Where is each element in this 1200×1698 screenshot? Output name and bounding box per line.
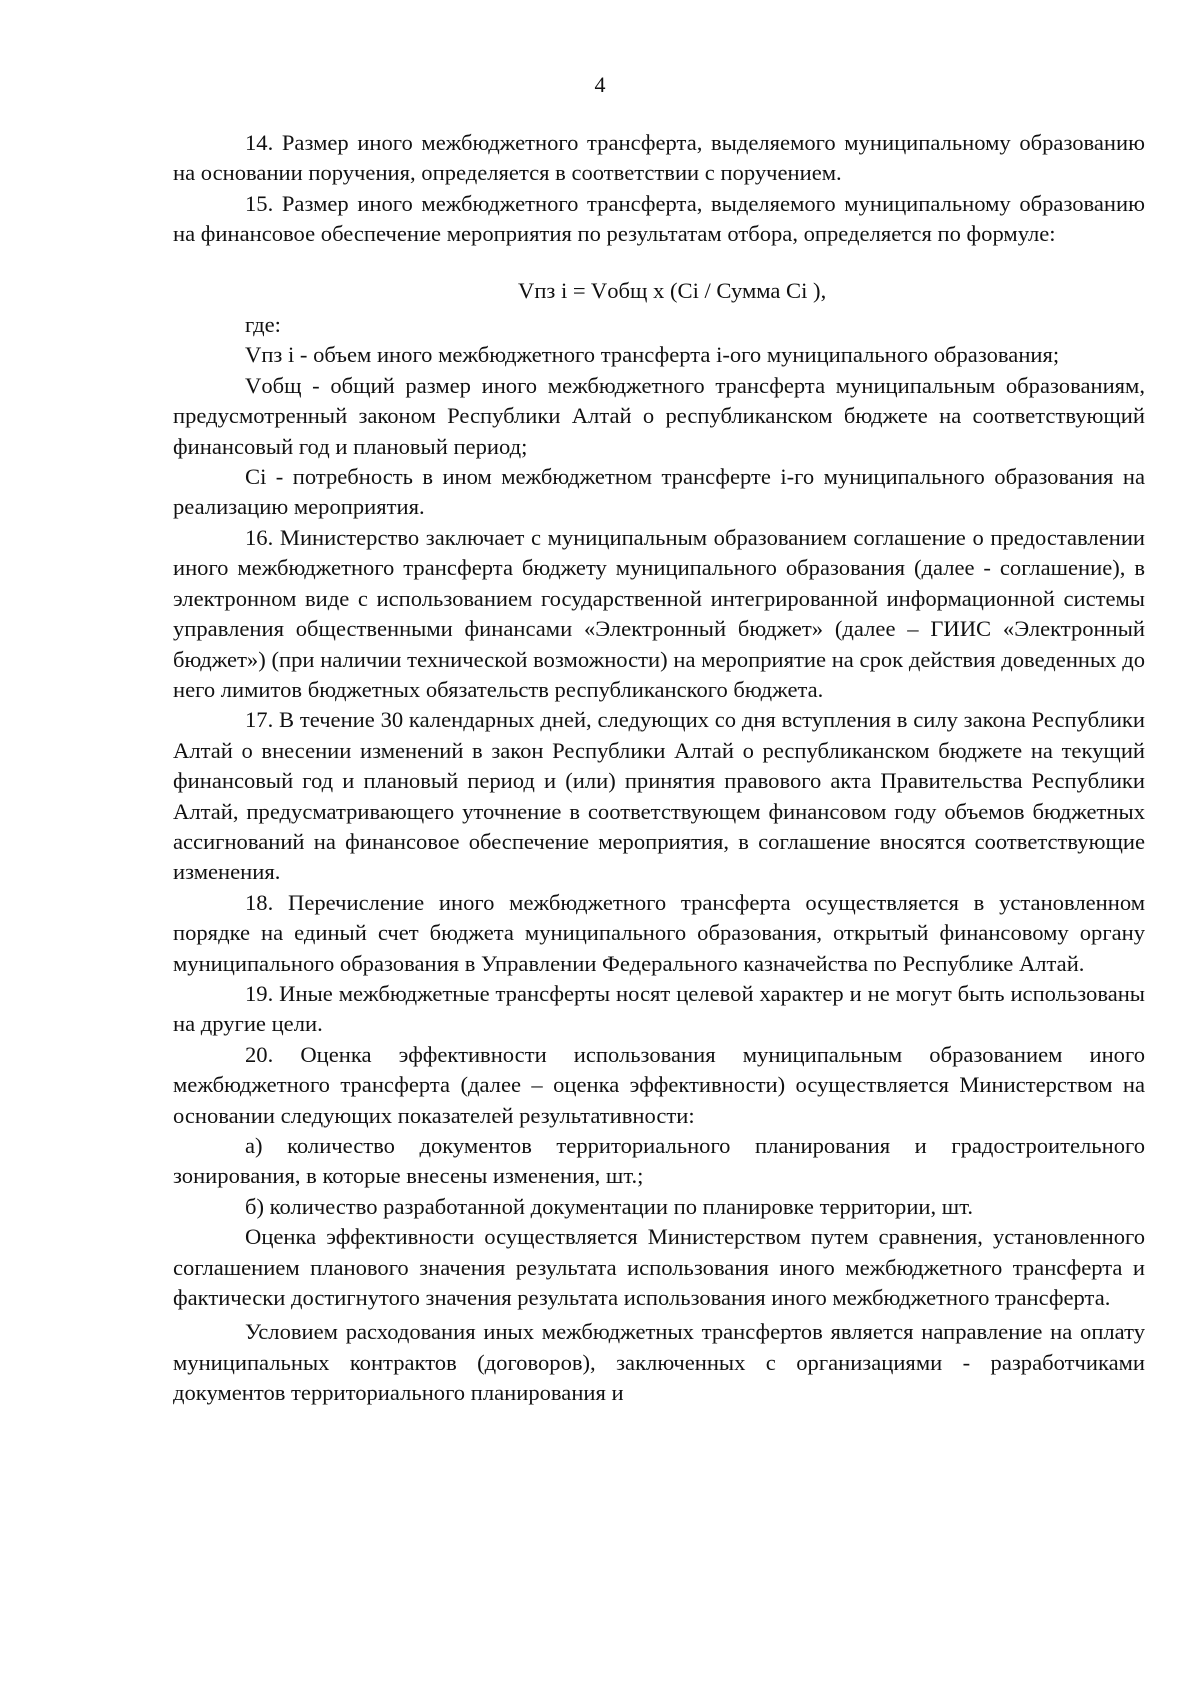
paragraph-18: 18. Перечисление иного межбюджетного трансферта осуществляется в установленном порядке на единый счет бюджета муниципального образования, открытый финансовому органу муниципального образования в Управлении Федерального казначейства по Республике Алтай. [173,889,1145,976]
formula-where: где: [245,312,281,338]
document-body [173,128,1145,1409]
paragraph-20a: а) количество документов территориального планирования и градостроительного зонирования, в которые внесены изменения, шт.; [173,1133,1145,1189]
formula: Vпз i = Vобщ x (Ci / Сумма Ci ), [518,277,827,303]
paragraph-15: 15. Размер иного межбюджетного трансферта, выделяемого муниципальному образованию на финансовое обеспечение мероприятия по результатам отбора, определяется по формуле: [173,190,1145,247]
paragraph-14: 14. Размер иного межбюджетного трансферта, выделяемого муниципальному образованию на основании поручения, определяется в соответствии с поручением. [173,130,1145,186]
paragraph-assessment: Оценка эффективности осуществляется Министерством путем сравнения, установленного соглашением планового значения результата использования иного межбюджетного трансферта и фактически достигнутого значения результата использования иного межбюджетного трансферта. [173,1224,1145,1311]
paragraph-19: 19. Иные межбюджетные трансферты носят целевой характер и не могут быть использованы на другие цели. [173,980,1145,1037]
definition-ci: Ci - потребность в ином межбюджетном трансферте i-го муниципального образования на реализацию мероприятия. [173,464,1145,520]
page-number: 4 [594,72,606,97]
paragraph-condition: Условием расходования иных межбюджетных трансфертов является направление на оплату муниципальных контрактов (договоров), заключенных с организациями - разработчиками документов территориального планирования и [173,1319,1145,1406]
paragraph-17: 17. В течение 30 календарных дней, следующих со дня вступления в силу закона Республики Алтай о внесении изменений в закон Республики Алтай о республиканском бюджете на текущий финансовый год и плановый период и (или) принятия правового акта Правительства Республики Алтай, предусматривающего уточнение в соответствующем финансовом году объемов бюджетных ассигнований на финансовое обеспечение мероприятия, в соглашение вносятся соответствующие изменения. [173,707,1145,885]
definition-vobsh: Vобщ - общий размер иного межбюджетного трансферта муниципальным образованиям, предусмотренный законом Республики Алтай о республиканском бюджете на соответствующий финансовый год и плановый период; [173,372,1145,459]
paragraph-20b: б) количество разработанной документации по планировке территории, шт. [245,1193,974,1219]
paragraph-20: 20. Оценка эффективности использования муниципальным образованием иного межбюджетного трансферта (далее – оценка эффективности) осуществляется Министерством на основании следующих показателей результативности: [173,1041,1145,1128]
paragraph-16: 16. Министерство заключает с муниципальным образованием соглашение о предоставлении иного межбюджетного трансферта бюджету муниципального образования (далее - соглашение), в электронном виде с использованием государственной интегрированной информационной системы управления общественными финансами «Электронный бюджет» (далее – ГИИС «Электронный бюджет») (при наличии технической возможности) на мероприятие на срок действия доведенных до него лимитов бюджетных обязательств республиканского бюджета. [173,524,1145,702]
definition-vpz: Vпз i - объем иного межбюджетного трансферта i-ого муниципального образования; [245,342,1060,368]
